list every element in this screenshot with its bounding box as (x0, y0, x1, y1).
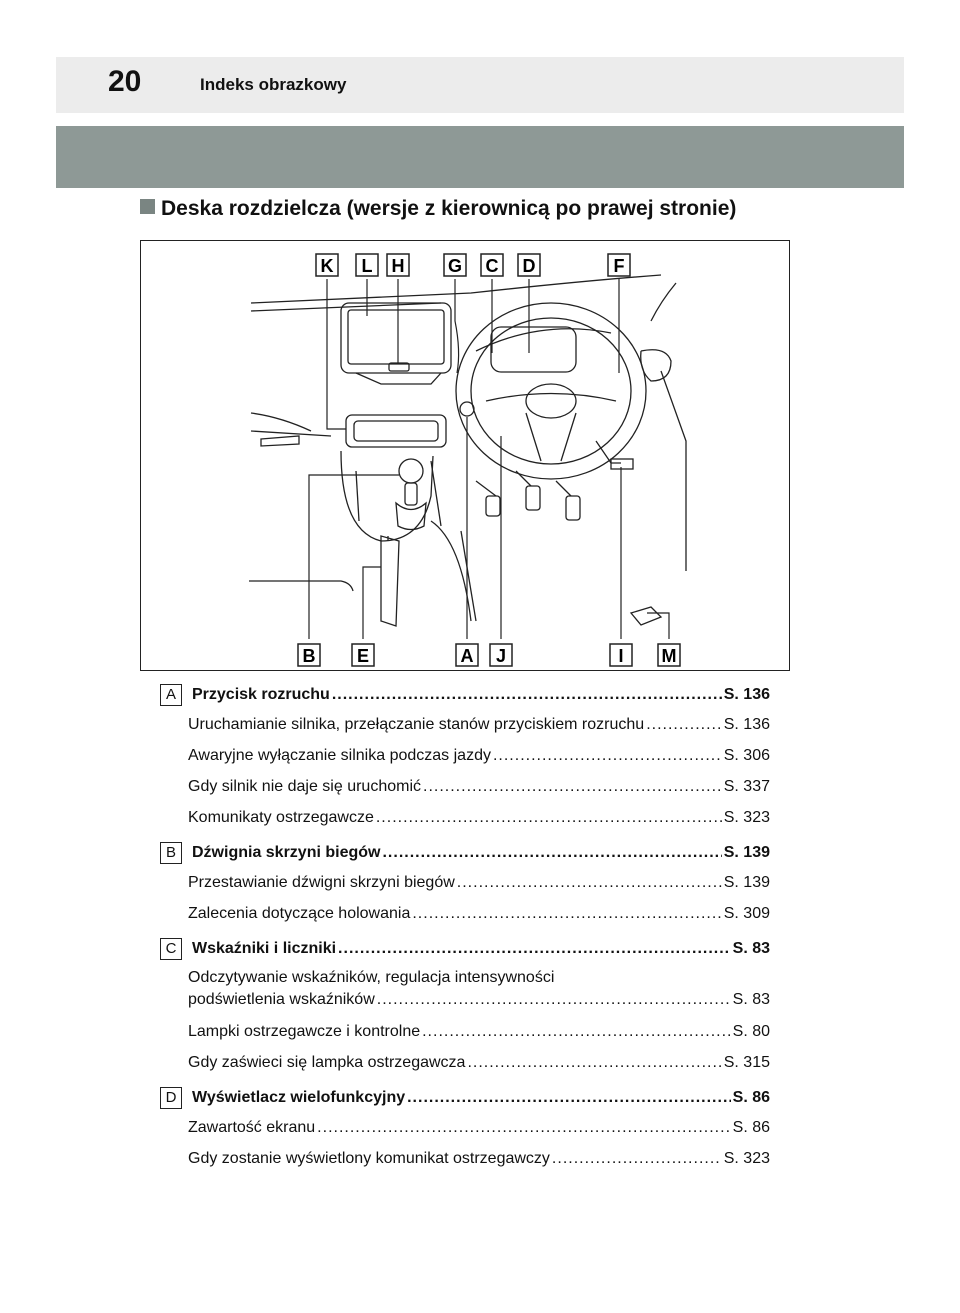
header-title: Indeks obrazkowy (200, 75, 347, 94)
page-reference[interactable]: S. 86 (732, 1089, 770, 1106)
entry-letter: C (160, 938, 182, 960)
svg-text:G: G (447, 256, 463, 276)
entry-title: Przycisk rozruchu (192, 686, 330, 703)
entry-title: Wskaźniki i liczniki (192, 940, 337, 957)
svg-text:H: H (391, 256, 405, 276)
entry-item[interactable]: Gdy silnik nie daje się uruchomić ..... S. 337 (160, 771, 770, 802)
callout-label-c (481, 254, 503, 276)
entry-a (160, 684, 770, 833)
entry-title: Wyświetlacz wielofunkcyjny (192, 1089, 406, 1106)
callout-label-e (352, 644, 374, 666)
page-header (56, 57, 904, 113)
entry-heading[interactable] (160, 684, 770, 709)
entry-title: Dźwignia skrzyni biegów (192, 844, 381, 861)
entry-heading[interactable] (160, 842, 770, 867)
callout-label-f (608, 254, 630, 276)
svg-text:B: B (302, 646, 316, 666)
callout-label-b (298, 644, 320, 666)
entry-item[interactable]: Uruchamianie silnika, przełączanie stanów przyciskiem rozruchu ..... S. 136 (160, 709, 770, 740)
svg-text:J: J (495, 646, 507, 666)
svg-text:I: I (618, 646, 624, 666)
entry-item[interactable]: Odczytywanie wskaźników, regulacja intensywności podświetlenia wskaźników ..... S. 83 (160, 963, 770, 1016)
svg-text:A: A (460, 646, 474, 666)
entry-item[interactable]: Awaryjne wyłączanie silnika podczas jazdy ..... S. 306 (160, 740, 770, 771)
entry-letter: A (160, 684, 182, 706)
dashboard-drawing (141, 241, 791, 672)
entry-b (160, 842, 770, 929)
index-entries (160, 684, 770, 1183)
entry-item[interactable]: Lampki ostrzegawcze i kontrolne ..... S. 80 (160, 1016, 770, 1047)
section-title-text: Deska rozdzielcza (wersje z kierownicą po prawej stronie) (161, 197, 737, 220)
entry-item[interactable]: Zalecenia dotyczące holowania ..... S. 309 (160, 898, 770, 929)
entry-letter: D (160, 1087, 182, 1109)
dashboard-illustration (140, 240, 790, 671)
entry-d (160, 1087, 770, 1174)
entry-item[interactable]: Zawartość ekranu ..... S. 86 (160, 1112, 770, 1143)
svg-text:L: L (361, 256, 373, 276)
entry-heading[interactable] (160, 938, 770, 963)
page-reference[interactable]: S. 83 (732, 940, 770, 957)
entry-item[interactable]: Komunikaty ostrzegawcze ..... S. 323 (160, 802, 770, 833)
svg-text:M: M (661, 646, 677, 666)
entry-item[interactable]: Gdy zostanie wyświetlony komunikat ostrzegawczy ..... S. 323 (160, 1143, 770, 1174)
callout-label-m (658, 644, 680, 666)
svg-text:D: D (522, 256, 536, 276)
svg-text:C: C (485, 256, 499, 276)
callout-label-h (387, 254, 409, 276)
page-number: 20 (108, 65, 142, 98)
callout-label-l (356, 254, 378, 276)
entry-item[interactable]: Gdy zaświeci się lampka ostrzegawcza ..... S. 315 (160, 1047, 770, 1078)
callout-label-i (610, 644, 632, 666)
svg-text:F: F (613, 256, 625, 276)
callout-label-g (444, 254, 466, 276)
svg-text:E: E (356, 646, 370, 666)
section-title (140, 197, 736, 221)
callout-label-a (456, 644, 478, 666)
section-square-icon (140, 199, 155, 214)
page-reference[interactable]: S. 139 (723, 844, 770, 861)
entry-c (160, 938, 770, 1078)
callout-label-k (316, 254, 338, 276)
callout-label-j (490, 644, 512, 666)
page-reference[interactable]: S. 136 (723, 686, 770, 703)
entry-item[interactable]: Przestawianie dźwigni skrzyni biegów ..... S. 139 (160, 867, 770, 898)
entry-letter: B (160, 842, 182, 864)
callout-label-d (518, 254, 540, 276)
entry-heading[interactable] (160, 1087, 770, 1112)
header-band (56, 126, 904, 188)
svg-text:K: K (320, 256, 334, 276)
